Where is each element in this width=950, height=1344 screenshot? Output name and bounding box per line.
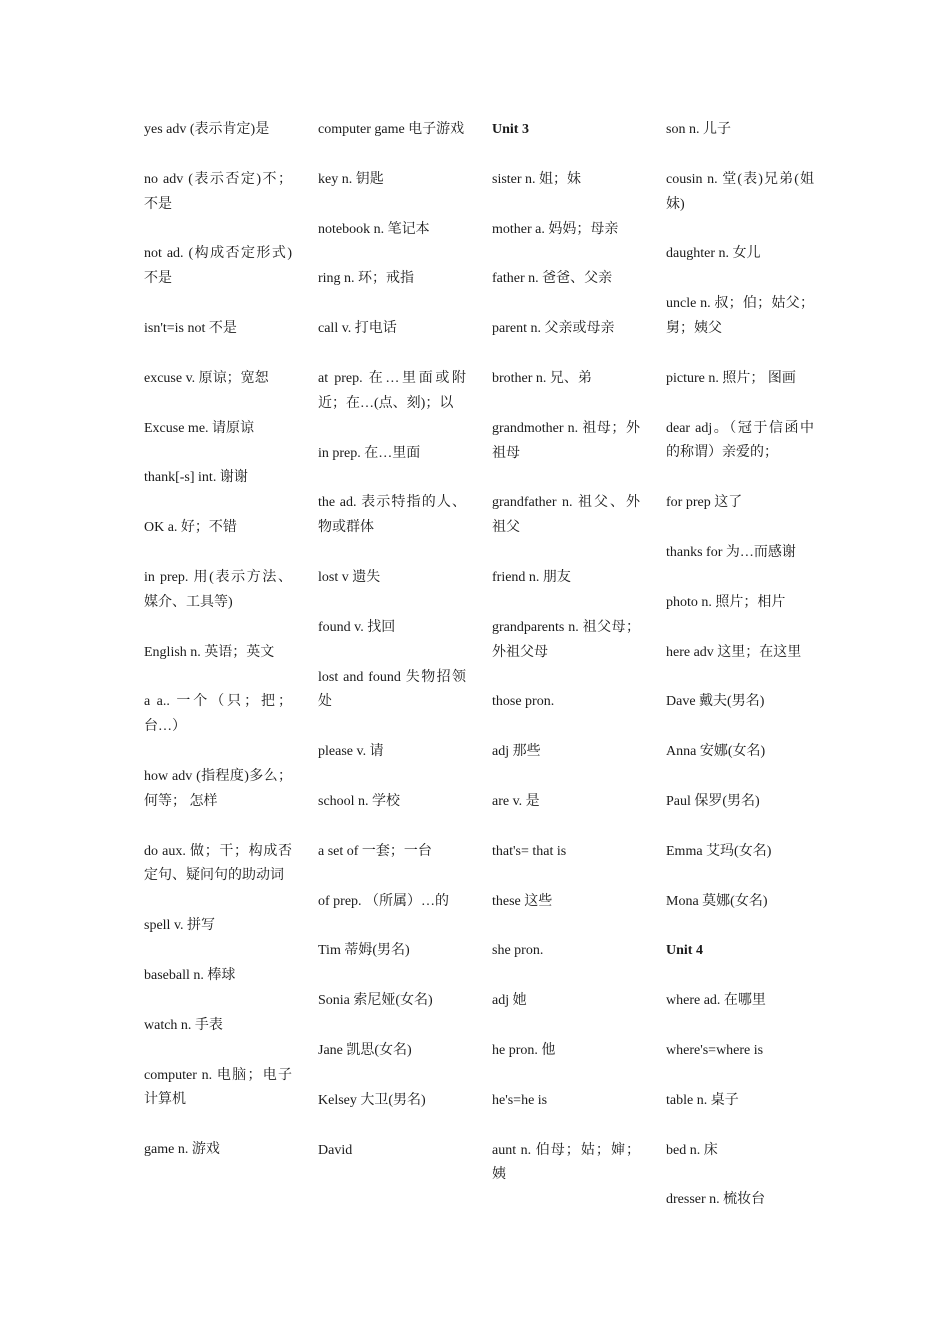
vocab-entry: the ad. 表示特指的人、物或群体 — [318, 495, 466, 536]
vocab-entry: key n. 钥匙 — [318, 171, 384, 187]
vocab-entry: computer n. 电脑；电子计算机 — [144, 1067, 292, 1108]
vocab-column-2 — [318, 118, 466, 1188]
vocab-entry: computer game 电子游戏 — [318, 122, 465, 137]
vocab-entry: Sonia 索尼娅(女名) — [318, 993, 433, 1009]
vocab-entry: dear adj。（冠于信函中的称谓）亲爱的； — [666, 420, 814, 461]
vocab-entry: that's= that is — [492, 843, 567, 859]
vocab-entry: Dave 戴夫(男名) — [666, 694, 765, 710]
vocab-entry: Emma 艾玛(女名) — [666, 843, 772, 859]
vocab-column-3 — [492, 118, 640, 1213]
vocab-entry: brother n. 兄、弟 — [492, 370, 592, 386]
vocab-entry: bed n. 床 — [666, 1142, 718, 1158]
vocab-entry: not ad. (构成否定形式)不是 — [144, 246, 292, 287]
vocab-entry: Paul 保罗(男名) — [666, 793, 760, 809]
vocab-entry: are v. 是 — [492, 793, 540, 809]
vocab-entry: mother a. 妈妈；母亲 — [492, 221, 619, 237]
vocab-entry: Anna 安娜(女名) — [666, 744, 766, 760]
vocab-entry: he pron. 他 — [492, 1042, 556, 1058]
vocab-entry: father n. 爸爸、父亲 — [492, 271, 613, 287]
vocab-entry: lost and found 失物招领处 — [318, 669, 466, 710]
vocab-entry: call v. 打电话 — [318, 321, 397, 337]
vocab-entry: picture n. 照片； 图画 — [666, 370, 796, 386]
vocab-entry: game n. 游戏 — [144, 1142, 220, 1158]
vocab-entry: parent n. 父亲或母亲 — [492, 321, 615, 337]
vocab-entry: Kelsey 大卫(男名) — [318, 1092, 426, 1108]
vocab-entry: where ad. 在哪里 — [666, 993, 766, 1009]
vocab-entry: aunt n. 伯母；姑；婶；姨 — [492, 1142, 640, 1183]
vocab-entry: ring n. 环；戒指 — [318, 271, 415, 287]
vocab-entry: baseball n. 棒球 — [144, 967, 236, 983]
vocab-entry: adj 那些 — [492, 744, 541, 760]
vocab-entry: excuse v. 原谅；宽恕 — [144, 370, 269, 386]
vocab-entry: in prep. 用(表示方法、媒介、工具等) — [144, 569, 292, 610]
vocab-entry: these 这些 — [492, 893, 553, 909]
vocab-entry: Excuse me. 请原谅 — [144, 420, 255, 436]
vocab-entry: dresser n. 梳妆台 — [666, 1192, 766, 1208]
vocab-entry: grandmother n. 祖母；外祖母 — [492, 420, 640, 461]
vocab-entry: no adv (表示否定)不；不是 — [144, 171, 292, 212]
vocab-entry: she pron. — [492, 943, 544, 959]
vocab-entry: OK a. 好；不错 — [144, 520, 237, 536]
vocab-entry: for prep 这了 — [666, 495, 743, 511]
vocab-entry: Tim 蒂姆(男名) — [318, 943, 410, 959]
vocab-entry: those pron. — [492, 694, 555, 710]
unit-heading: Unit 3 — [492, 122, 529, 137]
vocab-entry: isn't=is not 不是 — [144, 320, 237, 336]
vocab-entry: do aux. 做；干；构成否定句、疑问句的助动词 — [144, 843, 292, 884]
vocab-entry: yes adv (表示肯定)是 — [144, 122, 270, 137]
vocab-entry: cousin n. 堂(表)兄弟(姐妹) — [666, 171, 814, 212]
vocab-entry: Jane 凯思(女名) — [318, 1042, 412, 1058]
unit-heading: Unit 4 — [666, 943, 703, 959]
vocab-column-4 — [666, 118, 814, 1238]
vocab-entry: how adv (指程度)多么；何等； 怎样 — [144, 768, 292, 809]
vocab-entry: thanks for 为…而感谢 — [666, 544, 796, 560]
vocab-entry: at prep. 在…里面或附近；在…(点、刻)；以 — [318, 370, 466, 411]
vocab-entry: English n. 英语；英文 — [144, 644, 275, 660]
vocab-entry: daughter n. 女儿 — [666, 246, 761, 262]
vocab-entry: table n. 桌子 — [666, 1092, 739, 1108]
vocab-entry: in prep. 在…里面 — [318, 445, 421, 461]
vocab-entry: notebook n. 笔记本 — [318, 221, 430, 237]
vocab-entry: sister n. 姐；妹 — [492, 171, 582, 187]
vocab-entry: photo n. 照片；相片 — [666, 594, 786, 610]
vocab-entry: friend n. 朋友 — [492, 569, 571, 585]
vocab-entry: found v. 找回 — [318, 619, 396, 635]
vocab-entry: he's=he is — [492, 1092, 548, 1108]
vocab-entry: uncle n. 叔；伯；姑父；舅；姨父 — [666, 296, 814, 336]
vocab-entry: grandparents n. 祖父母；外祖父母 — [492, 619, 640, 660]
vocab-entry: Mona 莫娜(女名) — [666, 893, 768, 909]
vocab-entry: David — [318, 1142, 353, 1158]
vocab-entry: adj 她 — [492, 993, 527, 1009]
vocab-entry: son n. 儿子 — [666, 122, 731, 137]
vocab-entry: grandfather n. 祖父、外祖父 — [492, 495, 640, 536]
vocab-entry: school n. 学校 — [318, 793, 401, 809]
vocab-entry: spell v. 拼写 — [144, 918, 216, 934]
vocab-entry: where's=where is — [666, 1042, 764, 1058]
vocab-entry: watch n. 手表 — [144, 1017, 223, 1033]
vocab-entry: a set of 一套；一台 — [318, 843, 432, 859]
vocab-column-1 — [144, 118, 292, 1188]
vocab-entry: a a.. 一个（只；把；台…） — [144, 694, 292, 735]
vocab-entry: of prep. （所属）…的 — [318, 893, 450, 909]
vocab-entry: please v. 请 — [318, 744, 384, 760]
vocab-entry: here adv 这里；在这里 — [666, 644, 802, 660]
vocab-entry: thank[-s] int. 谢谢 — [144, 470, 248, 486]
vocab-entry: lost v 遗失 — [318, 569, 381, 585]
